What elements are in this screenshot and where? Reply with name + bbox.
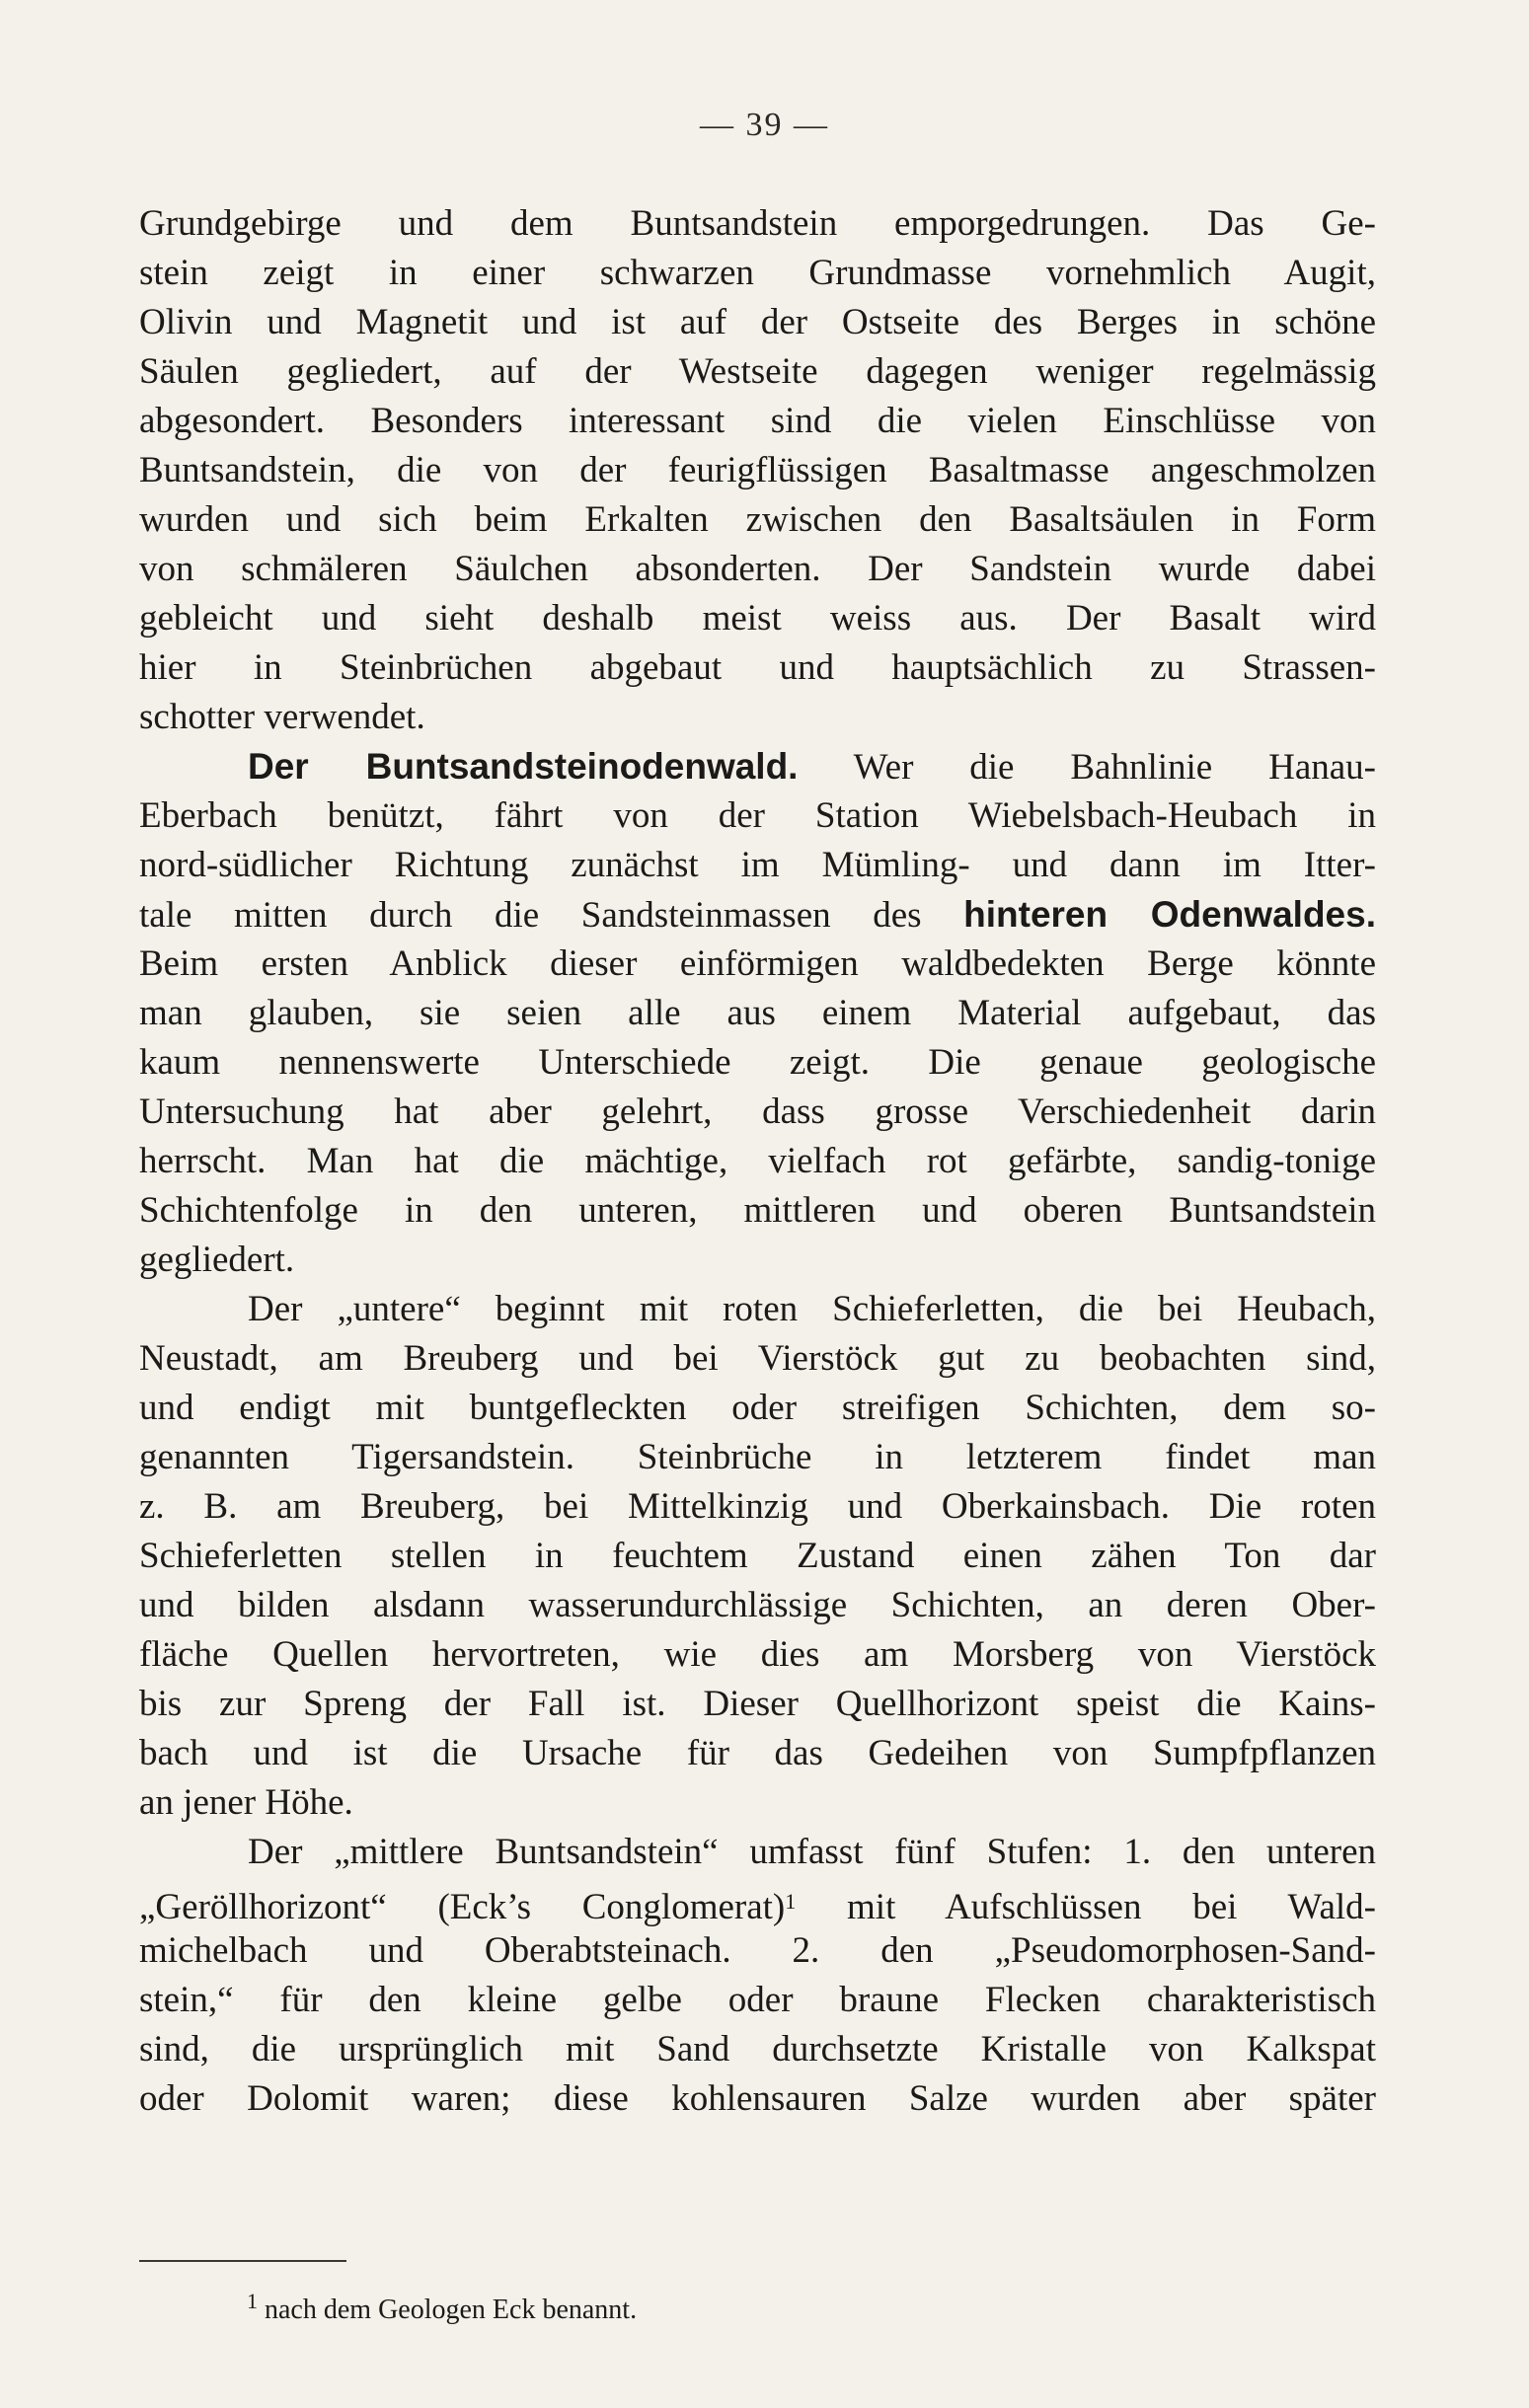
text-line: stein zeigt in einer schwarzen Grundmasse vornehmlich Augit, (139, 253, 1376, 293)
text-line: oder Dolomit waren; diese kohlensauren Salze wurden aber später (139, 2078, 1376, 2119)
footnote (247, 2284, 637, 2328)
text-line: z. B. am Breuberg, bei Mittelkinzig und Oberkainsbach. Die roten (139, 1486, 1376, 1527)
text-fragment: „Geröllhorizont“ (Eck’s Conglomerat) (139, 1887, 786, 1926)
footnote-text: nach dem Geologen Eck benannt. (265, 2295, 638, 2325)
text-line: stein,“ für den kleine gelbe oder braune Flecken charakteristisch (139, 1980, 1376, 2020)
text-line: genannten Tigersandstein. Steinbrüche in letzterem findet man (139, 1437, 1376, 1477)
text-line: man glauben, sie seien alle aus einem Material aufgebaut, das (139, 993, 1376, 1033)
text-line: Eberbach benützt, fährt von der Station Wiebelsbach-Heubach in (139, 795, 1376, 836)
section-first-line (139, 742, 1376, 791)
text-line: und endigt mit buntgefleckten oder streifigen Schichten, dem so- (139, 1388, 1376, 1428)
text-line: fläche Quellen hervortreten, wie dies am Morsberg von Vierstöck (139, 1634, 1376, 1675)
text-line (139, 1877, 1376, 1926)
text-line: Neustadt, am Breuberg und bei Vierstöck gut zu beobachten sind, (139, 1338, 1376, 1379)
text-line: Säulen gegliedert, auf der Westseite dagegen weniger regelmässig (139, 351, 1376, 392)
text-line: und bilden alsdann wasserundurchlässige Schichten, an deren Ober- (139, 1585, 1376, 1625)
page-number: — 39 — (700, 107, 829, 143)
text-line: von schmäleren Säulchen absonderten. Der Sandstein wurde dabei (139, 549, 1376, 589)
emphasis-hinterer-odenwald: hinteren Odenwaldes. (963, 894, 1376, 935)
text-fragment: mit Aufschlüssen bei Wald- (796, 1887, 1376, 1926)
text-line: michelbach und Oberabtsteinach. 2. den „Pseudomorphosen-Sand- (139, 1930, 1376, 1971)
text-line: gegliedert. (139, 1240, 295, 1280)
text-line: an jener Höhe. (139, 1782, 353, 1823)
text-line: bach und ist die Ursache für das Gedeihen von Sumpfpflanzen (139, 1733, 1376, 1773)
text-line: gebleicht und sieht deshalb meist weiss aus. Der Basalt wird (139, 598, 1376, 639)
text-line: Olivin und Magnetit und ist auf der Ostseite des Berges in schöne (139, 302, 1376, 342)
text-line: abgesondert. Besonders interessant sind die vielen Einschlüsse von (139, 401, 1376, 441)
text-line: Buntsandstein, die von der feurigflüssigen Basaltmasse angeschmolzen (139, 450, 1376, 490)
text-line: bis zur Spreng der Fall ist. Dieser Quellhorizont speist die Kains- (139, 1684, 1376, 1724)
footnote-rule (139, 2260, 346, 2262)
text-line: Untersuchung hat aber gelehrt, dass grosse Verschiedenheit darin (139, 1091, 1376, 1132)
footnote-reference: 1 (785, 1889, 797, 1914)
text-line: Beim ersten Anblick dieser einförmigen waldbedekten Berge könnte (139, 943, 1376, 984)
text-line: Schieferletten stellen in feuchtem Zustand einen zähen Ton dar (139, 1536, 1376, 1576)
text-line: hier in Steinbrüchen abgebaut und hauptsächlich zu Strassen- (139, 647, 1376, 688)
text-line: nord-südlicher Richtung zunächst im Mümling- und dann im Itter- (139, 845, 1376, 885)
text-line: Grundgebirge und dem Buntsandstein emporgedrungen. Das Ge- (139, 203, 1376, 244)
footnote-marker: 1 (247, 2289, 258, 2313)
text-line: kaum nennenswerte Unterschiede zeigt. Die genaue geologische (139, 1042, 1376, 1083)
text-line: Schichtenfolge in den unteren, mittleren und oberen Buntsandstein (139, 1190, 1376, 1231)
text-line: herrscht. Man hat die mächtige, vielfach rot gefärbte, sandig-tonige (139, 1141, 1376, 1181)
text-line: sind, die ursprünglich mit Sand durchsetzte Kristalle von Kalkspat (139, 2029, 1376, 2069)
text-line (139, 890, 1376, 940)
text-line: schotter verwendet. (139, 697, 425, 737)
text-line: wurden und sich beim Erkalten zwischen den Basaltsäulen in Form (139, 499, 1376, 540)
section-heading: Der Buntsandsteinodenwald. (248, 746, 799, 787)
text-fragment: Wer die Bahnlinie Hanau- (798, 747, 1376, 788)
text-fragment: tale mitten durch die Sandsteinmassen des (139, 895, 964, 936)
text-line: Der „mittlere Buntsandstein“ umfasst fünf Stufen: 1. den unteren (248, 1832, 1376, 1872)
text-line: Der „untere“ beginnt mit roten Schieferletten, die bei Heubach, (248, 1289, 1376, 1329)
